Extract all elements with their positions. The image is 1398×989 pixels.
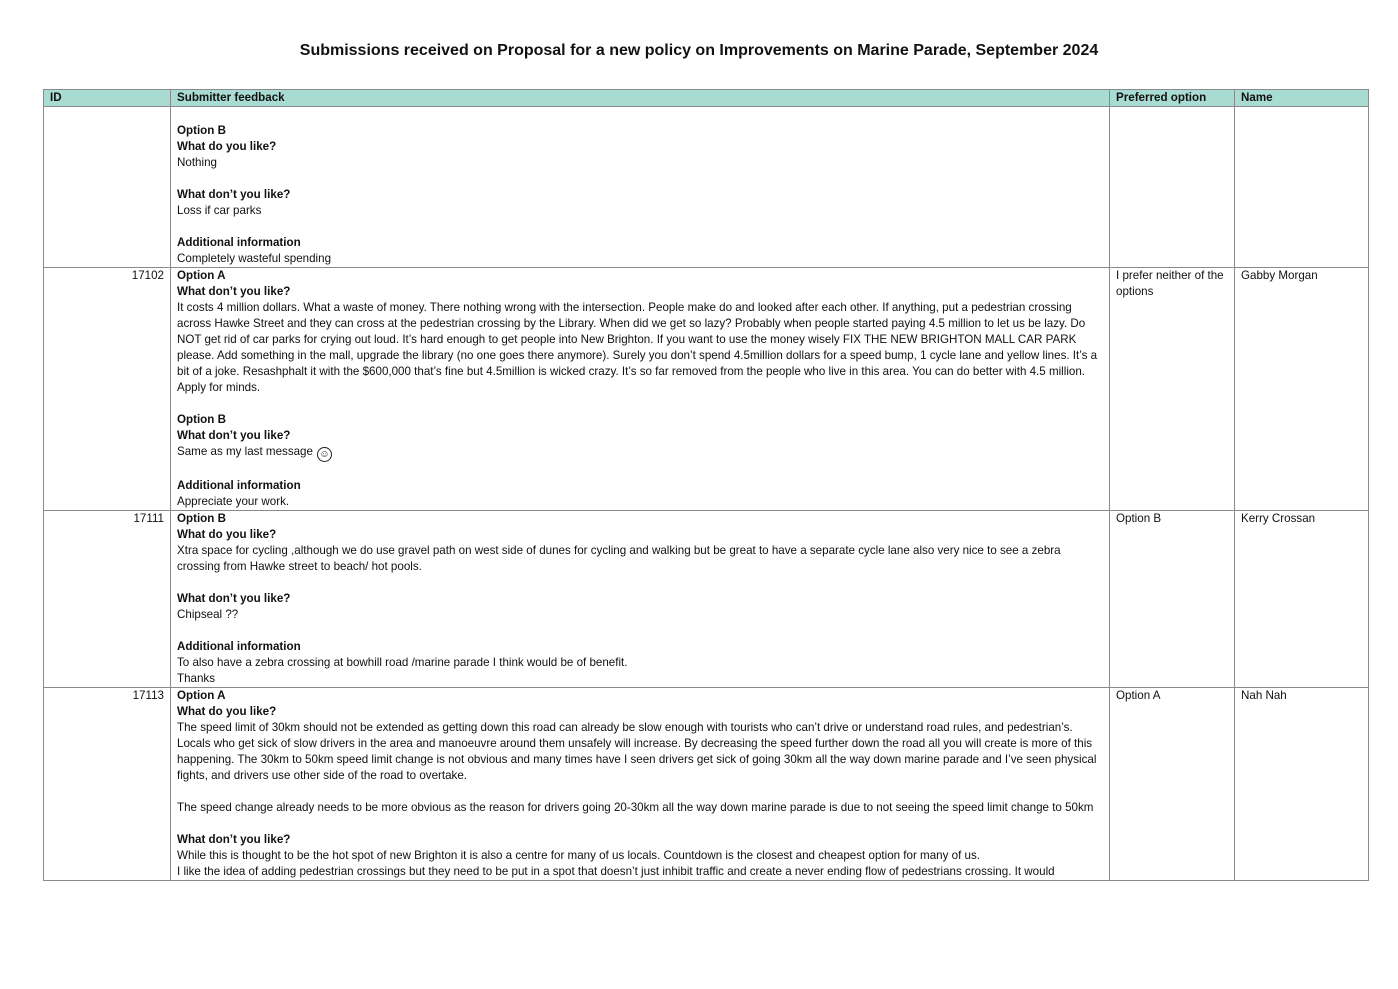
- submission-id: 17102: [44, 268, 171, 511]
- question-label: What don’t you like?: [177, 188, 291, 201]
- answer-line: Completely wasteful spending: [177, 252, 332, 265]
- preferred-option: I prefer neither of the options: [1110, 268, 1235, 511]
- question-label: What don’t you like?: [177, 429, 291, 442]
- feedback-section: [177, 688, 1103, 784]
- answer-line: Loss if car parks: [177, 204, 262, 217]
- feedback-section: [177, 235, 1103, 267]
- preferred-option: Option B: [1110, 511, 1235, 688]
- answer-line: Chipseal ??: [177, 608, 239, 621]
- option-heading: Option A: [177, 269, 226, 282]
- submitter-feedback: [171, 268, 1110, 511]
- header-id: ID: [44, 90, 171, 107]
- answer-line: The speed change already needs to be more obvious as the reason for drivers going 20-30km all the way down marine parade is due to not seeing the speed limit change to 50km: [177, 801, 1094, 814]
- answer-text: [177, 864, 1103, 880]
- submission-id: 17111: [44, 511, 171, 688]
- submission-id: [44, 107, 171, 268]
- submitter-name: [1235, 107, 1369, 268]
- feedback-section: [177, 832, 1103, 880]
- question-label: What don’t you like?: [177, 285, 291, 298]
- question-label: Additional information: [177, 479, 301, 492]
- table-row: [44, 268, 1369, 511]
- document-title: Submissions received on Proposal for a new policy on Improvements on Marine Parade, September 2024: [299, 42, 1099, 59]
- answer-line: While this is thought to be the hot spot of new Brighton it is also a centre for many of us locals. Countdown is the closest and cheapest option for many of us.: [177, 849, 980, 862]
- answer-text: [177, 300, 1103, 396]
- option-heading: Option B: [177, 124, 226, 137]
- answer-text: [177, 155, 1103, 171]
- header-name: Name: [1235, 90, 1369, 107]
- submitter-feedback: [171, 107, 1110, 268]
- answer-text: [177, 800, 1103, 816]
- question-label: Additional information: [177, 640, 301, 653]
- question-label: What do you like?: [177, 528, 277, 541]
- table-header-row: [44, 90, 1369, 107]
- submitter-name: Kerry Crossan: [1235, 511, 1369, 688]
- feedback-section: [177, 800, 1103, 816]
- answer-text: [177, 444, 1103, 462]
- submitter-name: Nah Nah: [1235, 688, 1369, 881]
- submitter-feedback: [171, 511, 1110, 688]
- answer-line: Thanks: [177, 672, 216, 685]
- preferred-option: [1110, 107, 1235, 268]
- feedback-section: [177, 478, 1103, 510]
- answer-text: [177, 203, 1103, 219]
- question-label: What don’t you like?: [177, 592, 291, 605]
- feedback-section: [177, 412, 1103, 462]
- option-heading: Option A: [177, 689, 226, 702]
- answer-text: [177, 655, 1103, 671]
- answer-line: Nothing: [177, 156, 217, 169]
- header-preferred-option: Preferred option: [1110, 90, 1235, 107]
- answer-text: [177, 543, 1103, 575]
- table-row: [44, 688, 1369, 881]
- answer-text: [177, 671, 1103, 687]
- answer-line: Xtra space for cycling ,although we do use gravel path on west side of dunes for cycling and walking but be great to have a separate cycle lane also very nice to see a zebra crossing from Hawke street to beach/ hot pools.: [177, 544, 1061, 573]
- question-label: What do you like?: [177, 140, 277, 153]
- feedback-section: [177, 123, 1103, 171]
- feedback-section: [177, 511, 1103, 575]
- table-row: [44, 107, 1369, 268]
- preferred-option: Option A: [1110, 688, 1235, 881]
- option-heading: Option B: [177, 413, 226, 426]
- submitter-feedback: [171, 688, 1110, 881]
- answer-text: [177, 848, 1103, 864]
- question-label: What do you like?: [177, 705, 277, 718]
- answer-text: [177, 720, 1103, 784]
- feedback-section: [177, 591, 1103, 623]
- answer-text: [177, 607, 1103, 623]
- answer-line: Same as my last message: [177, 445, 313, 458]
- question-label: What don’t you like?: [177, 833, 291, 846]
- smiley-emoji-icon: ☺: [317, 447, 332, 462]
- feedback-section: [177, 639, 1103, 687]
- feedback-section: [177, 268, 1103, 396]
- submissions-table: [43, 89, 1369, 881]
- answer-line: Appreciate your work.: [177, 495, 290, 508]
- table-row: [44, 511, 1369, 688]
- submitter-name: Gabby Morgan: [1235, 268, 1369, 511]
- submission-id: 17113: [44, 688, 171, 881]
- header-feedback: Submitter feedback: [171, 90, 1110, 107]
- answer-line: The speed limit of 30km should not be extended as getting down this road can already be slow enough with tourists who can’t drive or understand road rules, and pedestrian’s. Locals who get sick of slow drivers in the area and manoeuvre around them unsafely will increase. By decreasing the speed further down the road all you will create is more of this happening. The 30km to 50km speed limit change is not obvious and many times have I seen drivers get sick of going 30km all the way down marine parade and I’ve seen physical fights, and drivers use other side of the road to overtake.: [177, 721, 1097, 782]
- answer-line: It costs 4 million dollars. What a waste of money. There nothing wrong with the intersection. People make do and looked after each other. If anything, put a pedestrian crossing across Hawke Street and they can cross at the pedestrian crossing by the Library. When did we get so lazy? Probably when people started paying 4.5 million to let us be lazy. Do NOT get rid of car parks for crying out loud. It’s hard enough to get people into New Brighton. If you want to use the money wisely FIX THE NEW BRIGHTON MALL CAR PARK please. Add something in the mall, upgrade the library (no one goes there anymore). Surely you don’t spend 4.5million dollars for a speed bump, 1 cycle lane and yellow lines. It’s a bit of a joke. Resashphalt it with the $600,000 that’s fine but 4.5million is wicked crazy. It’s so far removed from the people who live in this area. You can do better with 4.5 million. Apply for minds.: [177, 301, 1098, 394]
- answer-line: I like the idea of adding pedestrian crossings but they need to be put in a spot that doesn’t just inhibit traffic and create a never ending flow of pedestrians crossing. It would: [177, 865, 1055, 878]
- question-label: Additional information: [177, 236, 301, 249]
- answer-text: [177, 494, 1103, 510]
- feedback-section: [177, 187, 1103, 219]
- option-heading: Option B: [177, 512, 226, 525]
- answer-line: To also have a zebra crossing at bowhill road /marine parade I think would be of benefit.: [177, 656, 628, 669]
- answer-text: [177, 251, 1103, 267]
